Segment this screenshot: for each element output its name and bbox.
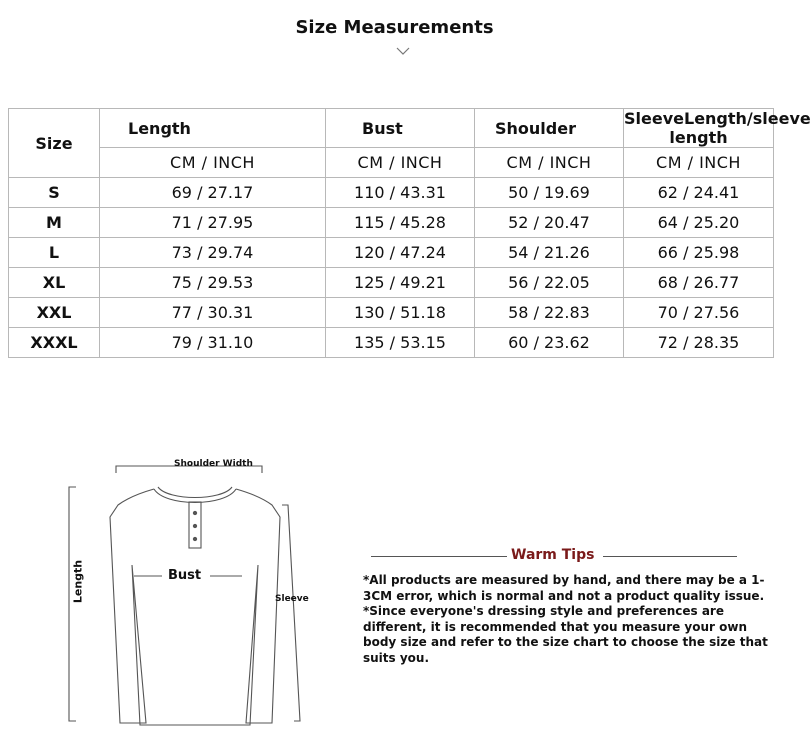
bust-cell: 120 / 47.24 [326, 238, 475, 268]
sleeve-cell: 62 / 24.41 [624, 178, 774, 208]
unit-cell: CM / INCH [326, 148, 475, 178]
divider [371, 556, 507, 557]
size-cell: L [9, 238, 100, 268]
bust-cell: 130 / 51.18 [326, 298, 475, 328]
length-cell: 73 / 29.74 [100, 238, 326, 268]
bust-label: Bust [168, 568, 202, 583]
size-cell: XXL [9, 298, 100, 328]
table-row [9, 328, 774, 358]
bust-cell: 115 / 45.28 [326, 208, 475, 238]
unit-row [9, 148, 774, 178]
sleeve-cell: 66 / 25.98 [624, 238, 774, 268]
bust-header: Bust [326, 109, 475, 148]
table-row [9, 208, 774, 238]
table-row [9, 178, 774, 208]
size-cell: M [9, 208, 100, 238]
sleeve-label: Sleeve [275, 594, 309, 604]
shoulder-cell: 56 / 22.05 [475, 268, 624, 298]
length-cell: 79 / 31.10 [100, 328, 326, 358]
table-row [9, 298, 774, 328]
length-cell: 75 / 29.53 [100, 268, 326, 298]
shoulder-cell: 54 / 21.26 [475, 238, 624, 268]
unit-cell: CM / INCH [100, 148, 326, 178]
size-cell: XL [9, 268, 100, 298]
length-label: Length [71, 559, 85, 604]
warm-tips-body: *All products are measured by hand, and there may be a 1-3CM error, which is normal and not a product quality issue. *Since everyone's dressing style and preferences are different, it is recommended that you measure your own body size and refer to the size chart to choose the size that suits you. [363, 573, 768, 665]
shoulder-cell: 58 / 22.83 [475, 298, 624, 328]
length-cell: 71 / 27.95 [100, 208, 326, 238]
bust-cell: 110 / 43.31 [326, 178, 475, 208]
sleeve-cell: 72 / 28.35 [624, 328, 774, 358]
table-row [9, 238, 774, 268]
warm-tips-title: Warm Tips [511, 547, 595, 563]
shoulder-cell: 50 / 19.69 [475, 178, 624, 208]
sleeve-cell: 64 / 25.20 [624, 208, 774, 238]
page-title: Size Measurements [295, 17, 494, 38]
shoulder-cell: 60 / 23.62 [475, 328, 624, 358]
bust-cell: 125 / 49.21 [326, 268, 475, 298]
shoulder-header: Shoulder [475, 109, 624, 148]
unit-cell: CM / INCH [475, 148, 624, 178]
shoulder-width-label: Shoulder Width [174, 459, 253, 469]
length-cell: 69 / 27.17 [100, 178, 326, 208]
garment-diagram [50, 455, 320, 740]
divider [603, 556, 737, 557]
bust-cell: 135 / 53.15 [326, 328, 475, 358]
shoulder-cell: 52 / 20.47 [475, 208, 624, 238]
size-header: Size [9, 109, 100, 178]
unit-cell: CM / INCH [624, 148, 774, 178]
table-row [9, 268, 774, 298]
table-header-row [9, 109, 774, 148]
chevron-down-icon [395, 46, 411, 56]
sleeve-cell: 70 / 27.56 [624, 298, 774, 328]
size-cell: XXXL [9, 328, 100, 358]
size-cell: S [9, 178, 100, 208]
length-header: Length [100, 109, 326, 148]
size-chart-table [8, 108, 811, 358]
sleeve-header: SleeveLength/sleeve length [624, 109, 811, 147]
length-cell: 77 / 30.31 [100, 298, 326, 328]
sleeve-cell: 68 / 26.77 [624, 268, 774, 298]
